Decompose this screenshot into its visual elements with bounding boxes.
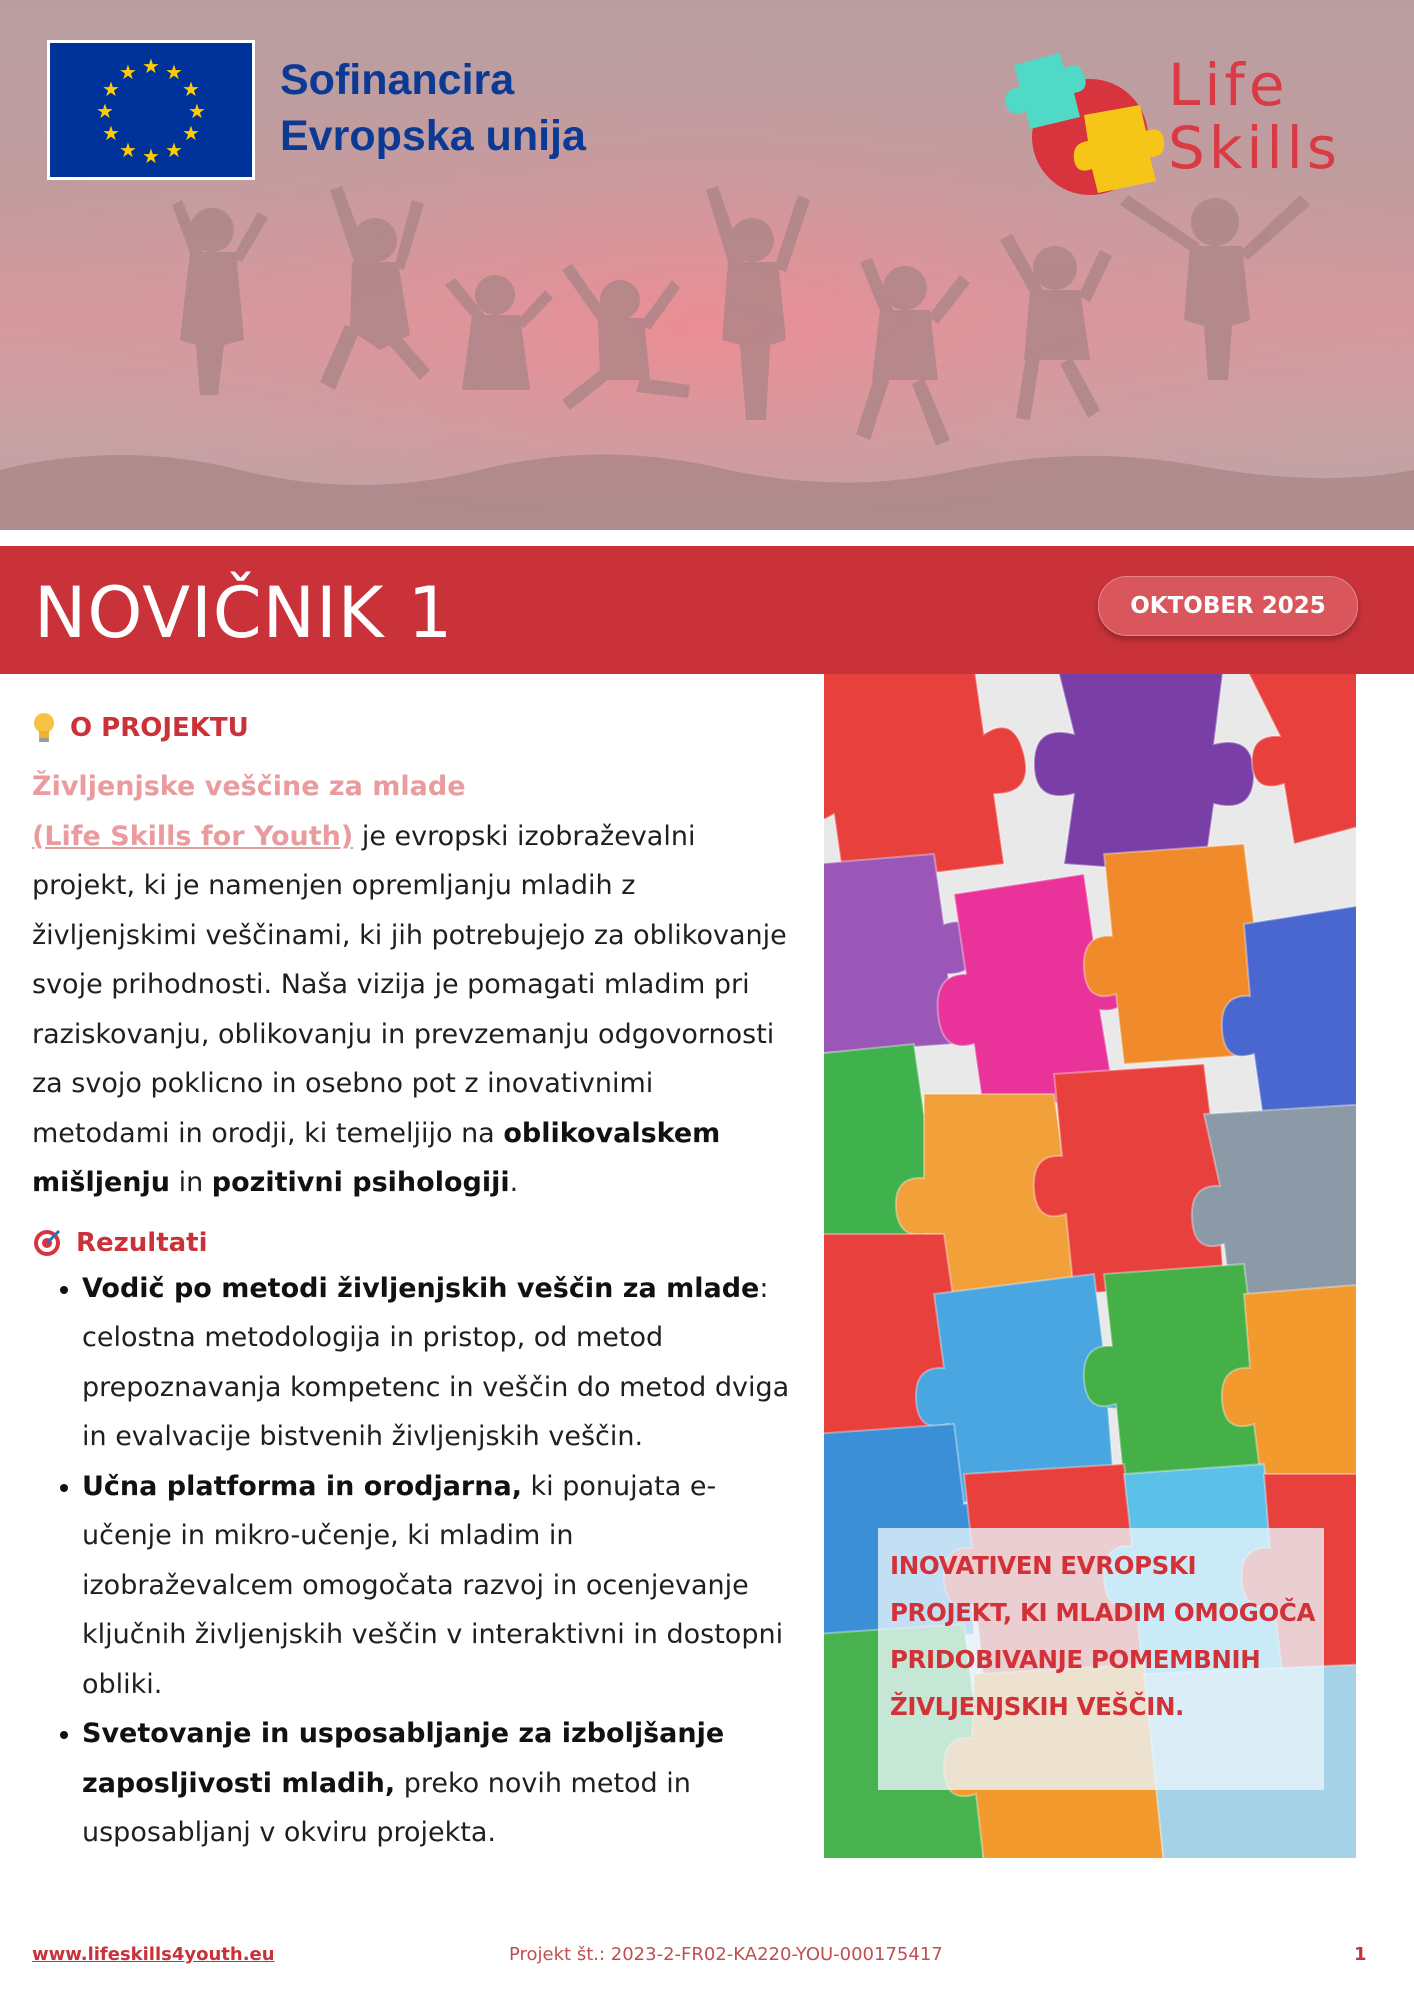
- list-item: [32, 1264, 792, 1462]
- callout-box: [878, 1528, 1324, 1790]
- results-list: [32, 1264, 792, 1858]
- results-heading-text: Rezultati: [76, 1227, 208, 1258]
- header-banner: [0, 0, 1414, 530]
- main-column: [32, 712, 792, 1858]
- lightbulb-icon: [32, 712, 56, 744]
- about-paragraph: [32, 762, 792, 1208]
- page-number: 1: [1354, 1944, 1367, 1965]
- callout-text: INOVATIVEN EVROPSKI PROJEKT, KI MLADIM OMOGOČA PRIDOBIVANJE POMEMBNIH ŽIVLJENJSKIH VEŠČIN.: [890, 1551, 1316, 1721]
- logo-word-skills: Skills: [1168, 114, 1341, 182]
- svg-text:★: ★: [188, 99, 206, 123]
- about-heading: [32, 712, 792, 744]
- about-end: .: [509, 1167, 519, 1198]
- eu-cofunded-text: [280, 52, 586, 164]
- results-heading: [32, 1228, 792, 1258]
- result-1-bold: Vodič po metodi življenjskih veščin za mlade: [82, 1272, 760, 1304]
- project-number: Projekt št.: 2023-2-FR02-KA220-YOU-000175417: [509, 1944, 943, 1965]
- result-2-bold: Učna platforma in orodjarna,: [82, 1470, 522, 1502]
- list-item: [32, 1709, 792, 1858]
- svg-text:★: ★: [165, 138, 183, 162]
- result-3-text: preko novih metod in usposabljanj v okviru projekta.: [82, 1767, 691, 1848]
- project-name-link[interactable]: (Life Skills for Youth): [32, 820, 354, 852]
- about-conj: in: [178, 1167, 204, 1198]
- svg-text:★: ★: [182, 121, 200, 145]
- eu-text-line2: Evropska unija: [280, 112, 586, 160]
- svg-text:★: ★: [119, 138, 137, 162]
- result-1-text: : celostna metodologija in pristop, od metod prepoznavanja kompetenc in veščin do metod dviga in evalvacije bistvenih življenjskih veščin.: [82, 1272, 790, 1452]
- list-item: [32, 1462, 792, 1710]
- svg-text:★: ★: [119, 60, 137, 84]
- svg-text:★: ★: [182, 77, 200, 101]
- result-3-bold: Svetovanje in usposabljanje za izboljšanje zaposljivosti mladih,: [82, 1718, 725, 1799]
- about-heading-text: O PROJEKTU: [70, 713, 249, 743]
- bold-design-thinking: oblikovalskem mišljenju: [32, 1117, 721, 1198]
- svg-text:★: ★: [142, 144, 160, 168]
- result-2-text: ki ponujata e-učenje in mikro-učenje, ki mladim in izobraževalcem omogočata razvoj in ocenjevanje ključnih življenjskih veščin v interaktivni in dostopni obliki.: [82, 1470, 784, 1700]
- svg-text:★: ★: [102, 121, 120, 145]
- project-name: Življenjske veščine za mlade: [32, 771, 466, 802]
- svg-text:★: ★: [96, 99, 114, 123]
- target-icon: [32, 1228, 62, 1258]
- logo-word-life: Life: [1168, 51, 1289, 119]
- title-band: [0, 546, 1414, 674]
- website-link[interactable]: www.lifeskills4youth.eu: [32, 1944, 275, 1965]
- svg-text:★: ★: [142, 54, 160, 78]
- eu-flag-logo: [47, 40, 255, 180]
- newsletter-title: NOVIČNIK 1: [34, 572, 454, 654]
- footer: [0, 1944, 1414, 1974]
- divider: [0, 530, 1414, 546]
- svg-text:★: ★: [102, 77, 120, 101]
- eu-text-line1: Sofinancira: [280, 56, 515, 104]
- bold-positive-psychology: pozitivni psihologiji: [211, 1167, 510, 1198]
- date-badge: OKTOBER 2025: [1098, 576, 1358, 636]
- about-body: je evropski izobraževalni projekt, ki je namenjen opremljanju mladih z življenjskimi veščinami, ki jih potrebujejo za oblikovanje svoje prihodnosti. Naša vizija je pomagati mladim pri raziskovanju, oblikovanju in prevzemanju odgovornosti za svojo poklicno in osebno pot z inovativnimi metodami in orodji, ki temeljijo na: [32, 820, 787, 1149]
- svg-text:★: ★: [165, 60, 183, 84]
